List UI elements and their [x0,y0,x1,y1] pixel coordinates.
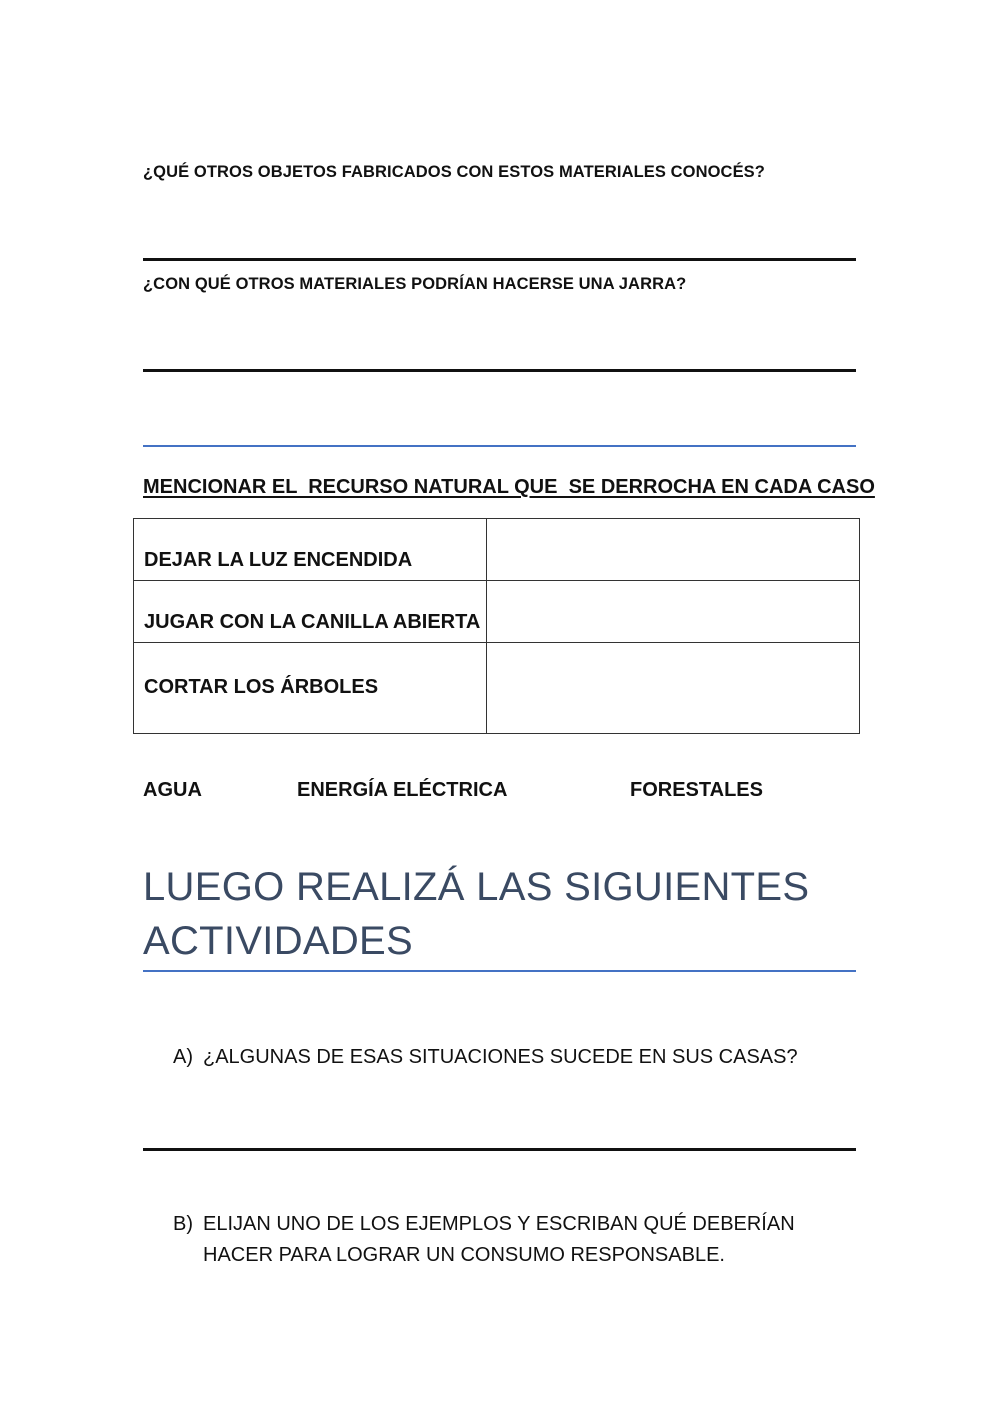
title-underline [143,970,856,972]
table-row [134,643,860,734]
activities-title: LUEGO REALIZÁ LAS SIGUIENTES ACTIVIDADES [143,865,810,963]
situation-cell: DEJAR LA LUZ ENCENDIDA [134,519,487,581]
word-bank-item[interactable]: FORESTALES [630,779,763,801]
activity-text: ELIJAN UNO DE LOS EJEMPLOS Y ESCRIBAN QUÉ DEBERÍAN HACER PARA LOGRAR UN CONSUMO RESPONSABLE. [203,1213,795,1266]
activity-marker: A) [173,1046,193,1068]
activity-marker: B) [173,1213,193,1235]
answer-line-objects[interactable] [143,258,856,261]
activity-b [173,1209,853,1271]
answer-line-jar[interactable] [143,369,856,372]
question-jar-materials: ¿CON QUÉ OTROS MATERIALES PODRÍAN HACERSE UNA JARRA? [143,275,687,293]
word-bank-item[interactable]: AGUA [143,779,202,801]
table-row [134,581,860,643]
table-row [134,519,860,581]
activity-text: ¿ALGUNAS DE ESAS SITUACIONES SUCEDE EN SUS CASAS? [203,1046,798,1068]
resource-table [133,518,860,734]
activity-a [173,1042,853,1073]
answer-cell[interactable] [487,643,860,734]
situation-cell: CORTAR LOS ÁRBOLES [134,643,487,734]
word-bank-item[interactable]: ENERGÍA ELÉCTRICA [297,779,508,801]
resource-section-heading: MENCIONAR EL RECURSO NATURAL QUE SE DERROCHA EN CADA CASO [143,476,875,498]
answer-line-activity-a[interactable] [143,1148,856,1151]
situation-cell: JUGAR CON LA CANILLA ABIERTA [134,581,487,643]
section-divider [143,445,856,447]
answer-cell[interactable] [487,519,860,581]
question-objects: ¿QUÉ OTROS OBJETOS FABRICADOS CON ESTOS MATERIALES CONOCÉS? [143,163,765,181]
answer-cell[interactable] [487,581,860,643]
